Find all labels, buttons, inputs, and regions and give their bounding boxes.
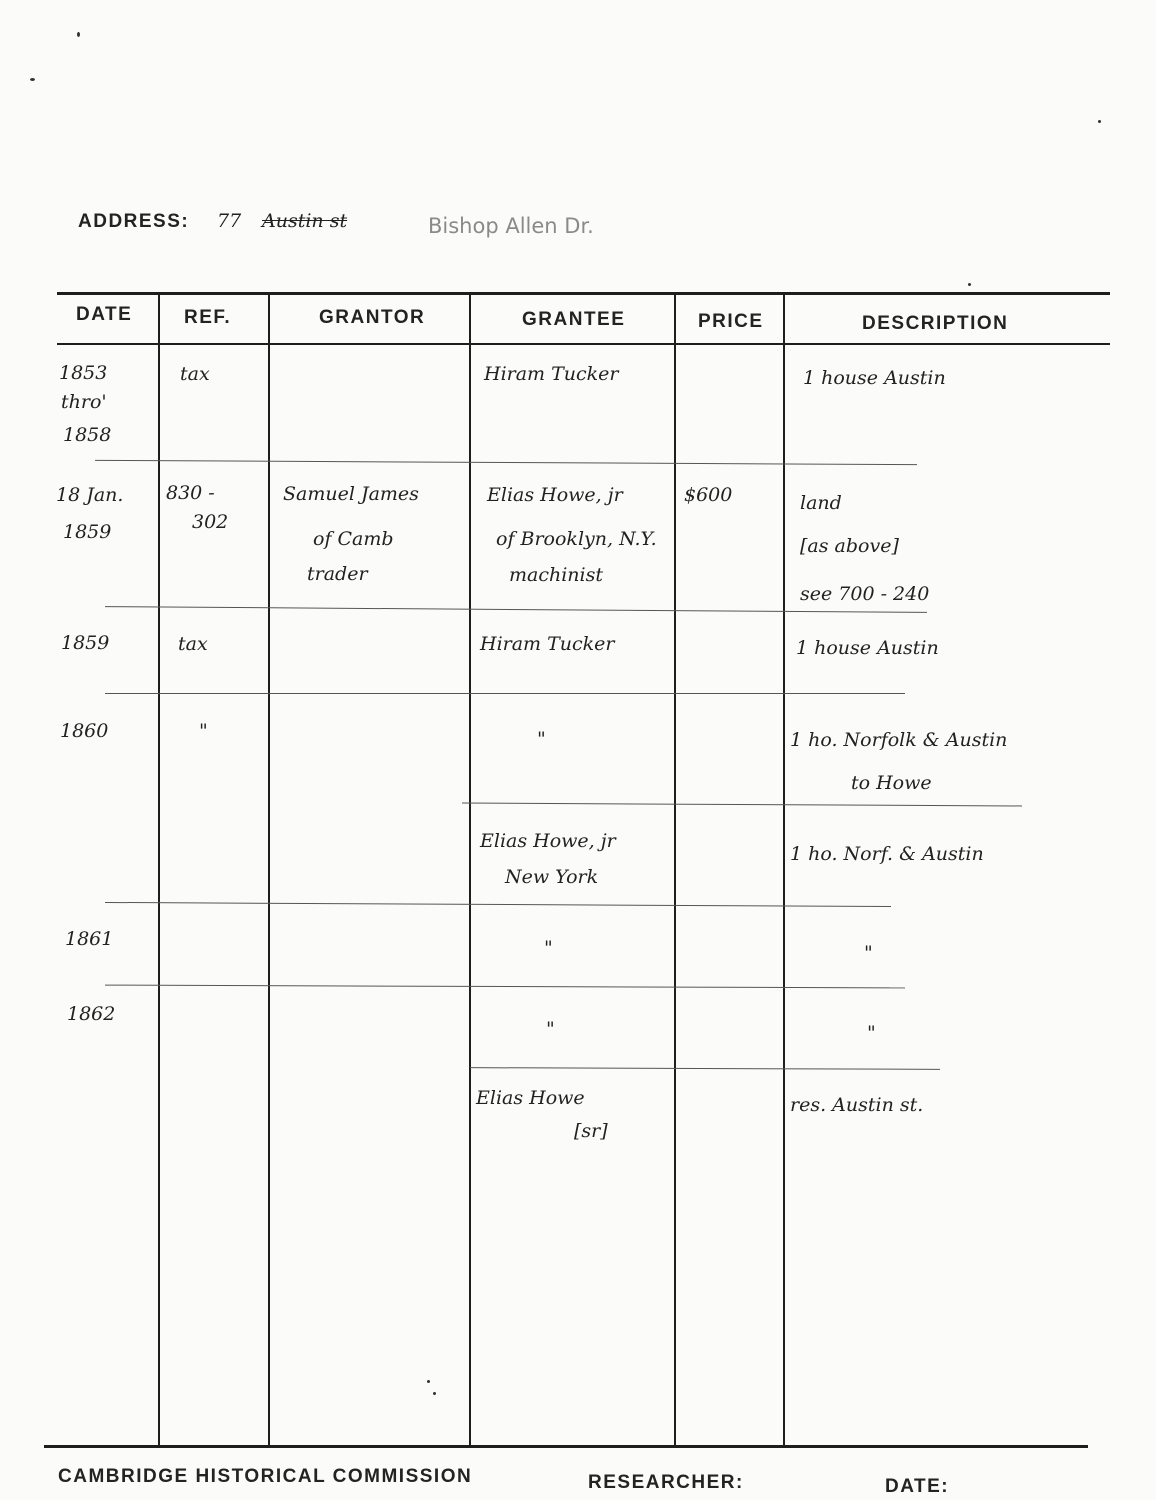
entry-date: 1861 xyxy=(65,928,114,950)
entry-ref: " xyxy=(199,720,208,742)
entry-date: thro' xyxy=(61,391,107,413)
column-header-grantee: GRANTEE xyxy=(522,309,626,330)
column-header-grantor: GRANTOR xyxy=(319,307,426,328)
footer-date-label: DATE: xyxy=(885,1476,950,1497)
entry-ref: tax xyxy=(180,363,210,385)
entry-description: 1 house Austin xyxy=(796,637,939,659)
entry-grantee: machinist xyxy=(509,564,603,586)
entry-date: 1859 xyxy=(63,521,112,543)
ink-speck xyxy=(30,78,35,81)
row-separator xyxy=(105,606,927,613)
entry-grantee: Hiram Tucker xyxy=(484,363,619,385)
entry-description: " xyxy=(867,1022,876,1044)
entry-grantor: Samuel James xyxy=(283,483,419,505)
entry-date: 1853 xyxy=(59,362,108,384)
row-separator xyxy=(462,803,1022,807)
entry-grantee: New York xyxy=(505,866,599,888)
entry-grantee: " xyxy=(544,937,553,959)
footer-commission: CAMBRIDGE HISTORICAL COMMISSION xyxy=(58,1466,473,1487)
row-separator xyxy=(470,1067,940,1070)
column-rule xyxy=(469,293,471,1446)
ink-speck xyxy=(427,1380,430,1383)
entry-description: 1 ho. Norf. & Austin xyxy=(790,843,984,865)
column-rule xyxy=(158,293,160,1446)
entry-description: see 700 - 240 xyxy=(800,583,930,605)
table-top-rule xyxy=(57,292,1110,295)
entry-description: res. Austin st. xyxy=(790,1094,924,1116)
table-header-rule xyxy=(57,343,1110,345)
column-header-description: DESCRIPTION xyxy=(862,313,1009,334)
entry-grantee: Elias Howe xyxy=(476,1087,585,1109)
row-separator xyxy=(105,693,905,694)
ink-speck xyxy=(433,1392,436,1395)
footer-researcher-label: RESEARCHER: xyxy=(588,1472,744,1493)
address-struck-street: Austin st xyxy=(262,210,348,232)
column-header-ref: REF. xyxy=(184,307,232,328)
address-label: ADDRESS: xyxy=(78,211,190,232)
entry-description: 1 ho. Norfolk & Austin xyxy=(790,729,1008,751)
entry-price: $600 xyxy=(684,484,733,506)
entry-ref: tax xyxy=(178,633,208,655)
entry-description: " xyxy=(864,942,873,964)
column-rule xyxy=(674,293,676,1446)
row-separator xyxy=(105,902,891,907)
ink-speck xyxy=(1098,120,1101,123)
entry-ref: 302 xyxy=(192,511,229,533)
address-new-street: Bishop Allen Dr. xyxy=(428,214,594,238)
table-bottom-rule xyxy=(44,1445,1088,1448)
entry-date: 1860 xyxy=(60,720,109,742)
entry-date: 18 Jan. xyxy=(56,484,124,506)
entry-grantee: of Brooklyn, N.Y. xyxy=(496,528,657,550)
column-header-date: DATE xyxy=(76,304,133,325)
ink-speck xyxy=(968,283,971,286)
entry-grantee: Hiram Tucker xyxy=(480,633,615,655)
entry-grantor: trader xyxy=(307,563,368,585)
ink-speck xyxy=(77,32,80,37)
entry-grantee: Elias Howe, jr xyxy=(480,830,616,852)
entry-date: 1862 xyxy=(67,1003,116,1025)
entry-description: land xyxy=(800,492,842,514)
entry-grantee: [sr] xyxy=(574,1120,608,1142)
column-header-price: PRICE xyxy=(698,311,764,332)
entry-grantee: " xyxy=(546,1018,555,1040)
column-rule xyxy=(268,293,270,1446)
entry-grantor: of Camb xyxy=(313,528,394,550)
entry-grantee: Elias Howe, jr xyxy=(487,484,623,506)
entry-date: 1859 xyxy=(61,632,110,654)
address-number: 77 xyxy=(217,210,242,232)
row-separator xyxy=(95,460,917,465)
entry-description: [as above] xyxy=(800,535,899,557)
entry-description: 1 house Austin xyxy=(803,367,946,389)
entry-ref: 830 - xyxy=(166,482,215,504)
entry-grantee: " xyxy=(537,728,546,750)
entry-date: 1858 xyxy=(63,424,112,446)
column-rule xyxy=(783,293,785,1446)
entry-description: to Howe xyxy=(851,772,932,794)
